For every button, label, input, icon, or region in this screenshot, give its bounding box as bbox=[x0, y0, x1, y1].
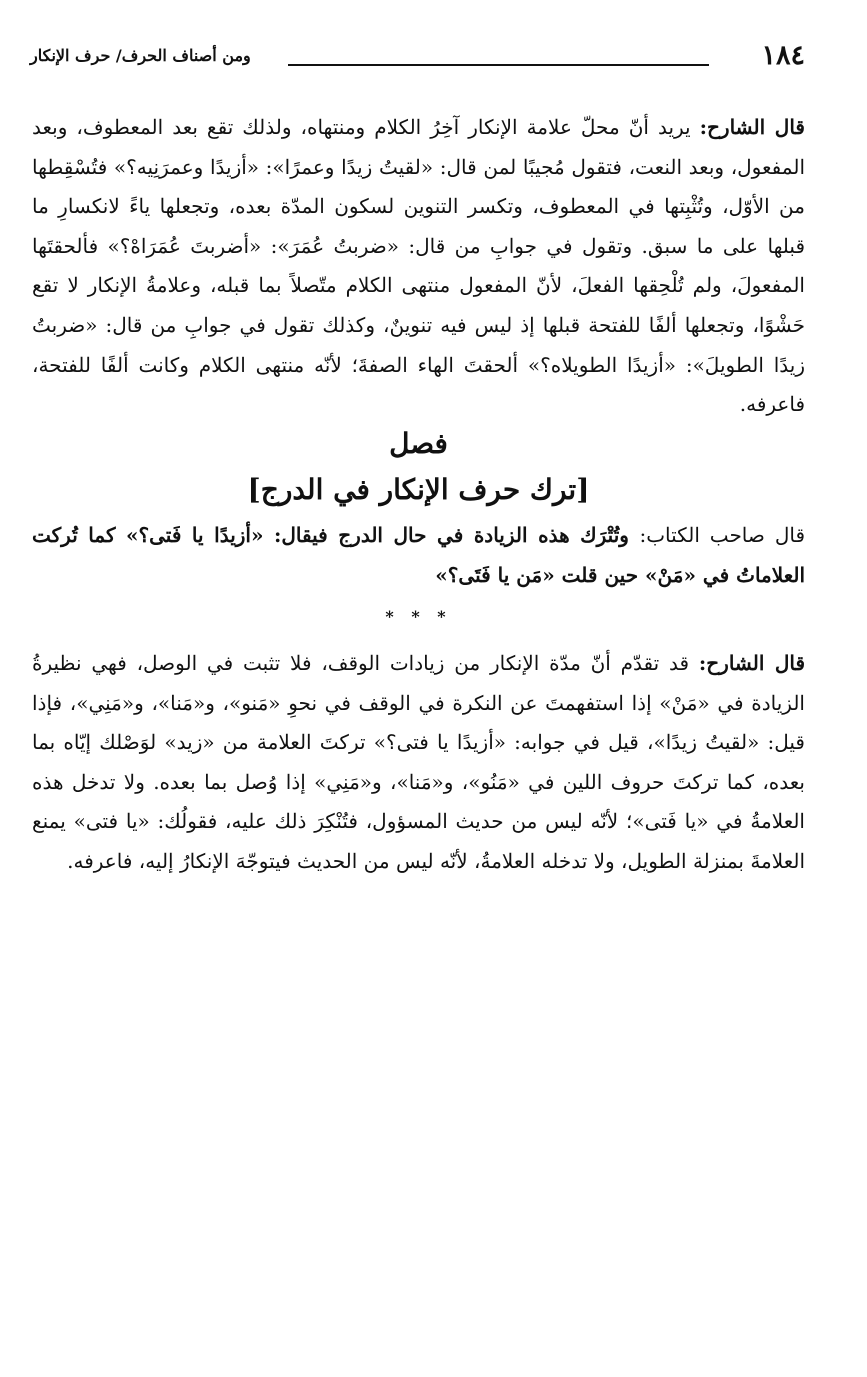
header-rule bbox=[288, 64, 709, 66]
author-paragraph bbox=[32, 516, 805, 595]
author-label: قال صاحب الكتاب: bbox=[639, 523, 806, 547]
page-number: ١٨٤ bbox=[761, 40, 805, 71]
commentary-text-1: يريد أنّ محلّ علامة الإنكار آخِرُ الكلام ومنتهاه، ولذلك تقع بعد المعطوف، وبعد المفعول، وبعد النعت، فتقول مُجيبًا لمن قال: «لقيتُ زيدًا وعمرًا»: «أزيدًا وعمرَنِيه؟» فتُسْقِطها من الأوّل، وتُثْبِتها في المعطوف، وتكسر التنوين لسكون المدّة بعده، وتجعلها ياءً لانكسارِ ما قبلها على ما سبق. وتقول في جوابِ من قال: «ضربتُ عُمَرَ»: «أضربتَ عُمَرَاهْ؟» فألحقتَها المفعولَ، ولم تُلْحِقها الفعلَ، لأنّ المفعول منتهى الكلام متّصلاً بما قبله، وعلامةُ الإنكار لا تقع حَشْوًا، وتجعلها ألفًا للفتحة قبلها إذ ليس فيه تنوينٌ، وكذلك تقول في جوابِ من قال: «ضربتُ زيدًا الطويلَ»: «أزيدًا الطويلاه؟» ألحقتَ الهاء الصفةَ؛ لأنّه منتهى الكلام وكانت ألفًا للفتحة، فاعرفه. bbox=[32, 115, 805, 417]
running-title: ومن أصناف الحرف/ حرف الإنكار bbox=[30, 46, 251, 65]
page-header bbox=[30, 38, 805, 74]
commentary-paragraph-1 bbox=[32, 108, 805, 425]
chapter-subtitle: [ترك حرف الإنكار في الدرج] bbox=[247, 473, 590, 506]
section-divider: * * * bbox=[385, 607, 452, 626]
commentary-text-2: قد تقدّم أنّ مدّة الإنكار من زيادات الوقف، فلا تثبت في الوصل، فهي نظيرةُ الزيادة في «مَنْ» إذا استفهمتَ عن النكرة في الوقف في نحوِ «مَنو»، و«مَنا»، و«مَنِي»، فإذا قيل: «لقيتُ زيدًا»، قيل في جوابه: «أزيدًا يا فتى؟» تركتَ العلامة من «زيد» لوَصْلك إيّاه بما بعده، كما تركتَ حروف اللين في «مَنُو»، و«مَنا»، و«مَنِي» إذا وُصل بما بعده. ولا تدخل هذه العلامةُ في «يا فَتى»؛ لأنّه ليس من حديث المسؤول، فتُنْكِرَ ذلك عليه، فقولُك: «يا فتى» يمنع العلامةَ بمنزلة الطويل، ولا تدخله العلامةُ، لأنّه ليس من الحديث فيتوجّهَ الإنكارُ إليه، فاعرفه. bbox=[32, 651, 805, 873]
commentary-paragraph-2 bbox=[32, 644, 805, 882]
commentator-label-2: قال الشارح: bbox=[698, 651, 806, 675]
commentator-label: قال الشارح: bbox=[699, 115, 805, 139]
chapter-title: فصل bbox=[389, 427, 448, 460]
author-text: وتُتْرَك هذه الزيادة في حال الدرج فيقال: «أزيدًا يا فَتى؟» كما تُركت العلاماتُ في «مَنْ» حين قلت «مَن يا فَتَى؟» bbox=[32, 523, 805, 587]
